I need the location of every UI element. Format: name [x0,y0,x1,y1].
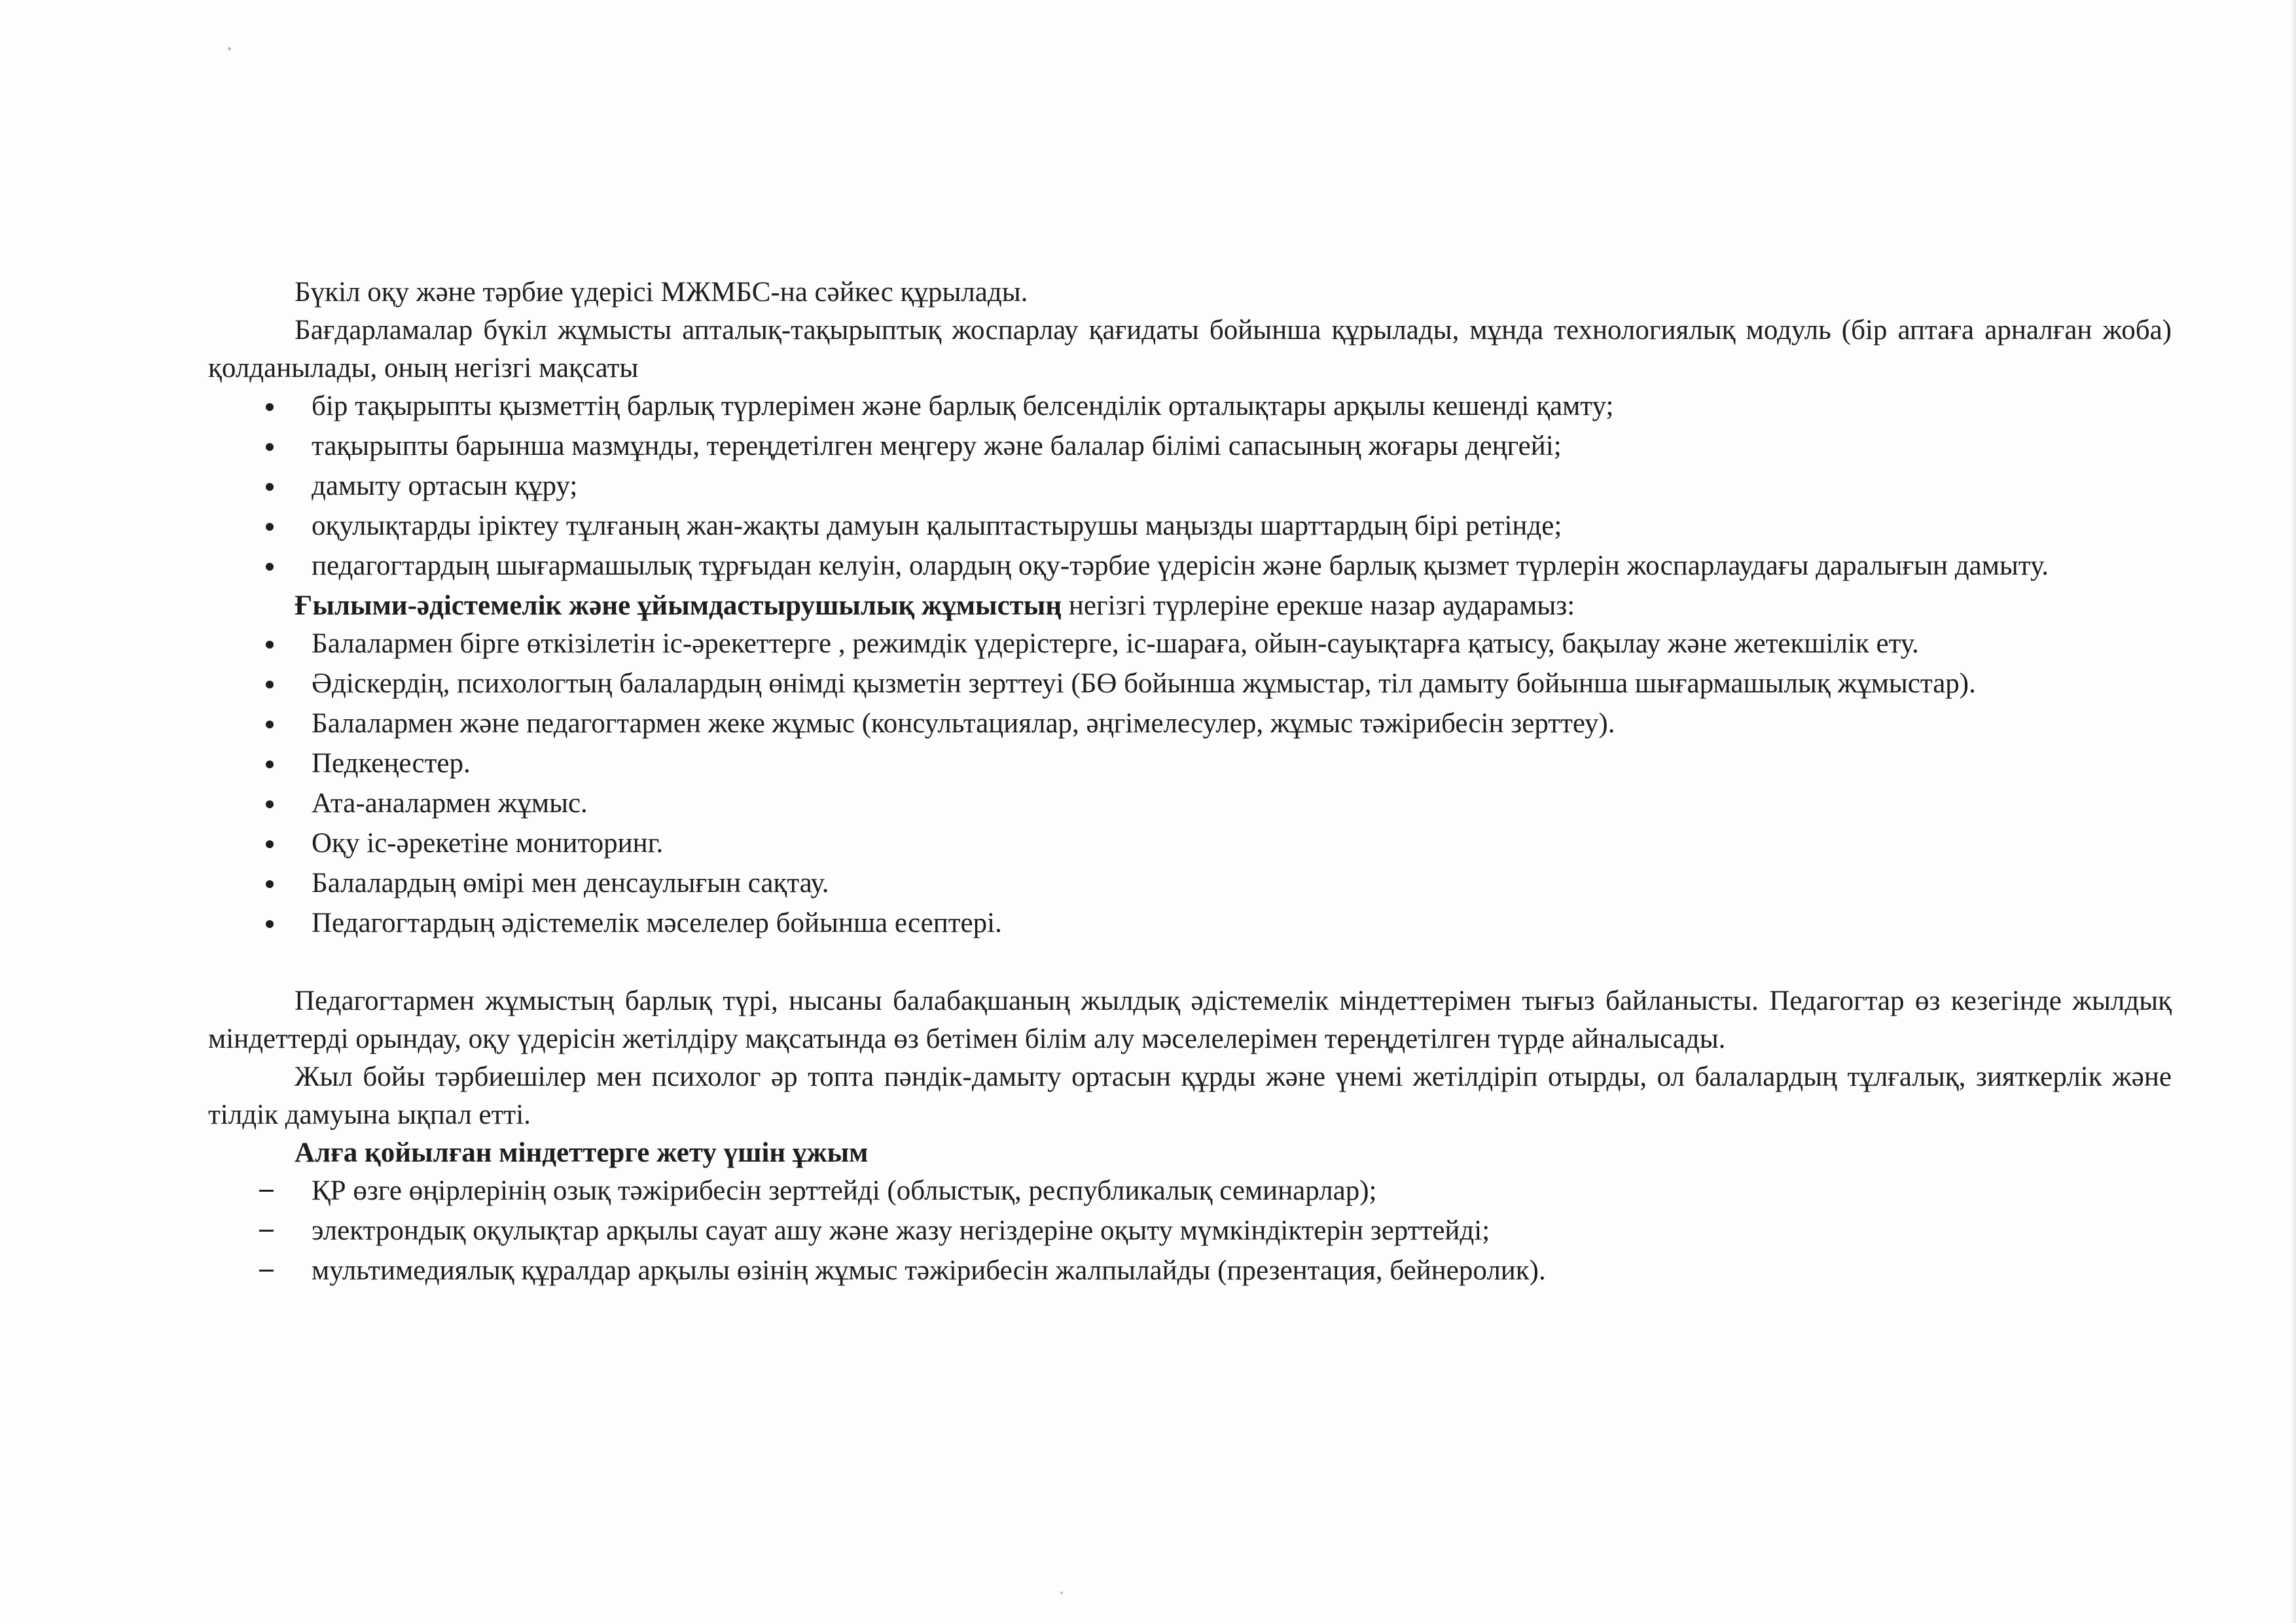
list-item-text: Педкеңестер. [312,748,471,779]
list-item-text: педагогтардың шығармашылық тұрғыдан келуін, олардың оқу-тәрбие үдерісін және барлық қызмет түрлерін жоспарлаудағы даралығын дамыту. [312,550,2049,581]
list-item [208,705,2172,743]
bullet-dot-icon [266,547,292,585]
bullet-dot-icon [266,387,292,425]
scan-edge-shadow [2292,0,2296,1623]
list-item [208,825,2172,863]
list-item-text: Балалармен бірге өткізілетін іс-әрекеттерге , режимдік үдерістерге, іс-шараға, ойын-сауықтарға қатысу, бақылау және жетекшілік ету. [312,628,1919,659]
list-item-text: дамыту ортасын құру; [312,471,578,501]
programs-paragraph: Бағдарламалар бүкіл жұмысты апталық-тақырыптық жоспарлау қағидаты бойынша құрылады, мұнда технологиялық модуль (бір аптаға арналған жоба) қолданылады, оның негізгі мақсаты [208,315,2172,383]
list-item-text: оқулықтарды іріктеу тұлғаның жан-жақты дамуын қалыптастырушы маңызды шарттардың бірі ретінде; [312,510,1562,541]
intro-paragraph: Бүкіл оқу және тәрбие үдерісі МЖМБС-на сәйкес құрылады. [295,277,1028,308]
dash-icon [266,1172,292,1210]
list-item [208,625,2172,663]
bullet-dot-icon [266,745,292,783]
list-item [208,904,2172,942]
bullet-dot-icon [266,705,292,743]
document-body [208,274,2172,1292]
list-item-text: Оқу іс-әрекетіне мониторинг. [312,828,664,859]
list-item-text: Педагогтардың әдістемелік мәселелер бойынша есептері. [312,908,1002,938]
bullet-dot-icon [266,825,292,863]
scan-speck [228,47,231,50]
year-paragraph: Жыл бойы тәрбиешілер мен психолог әр топта пәндік-дамыту ортасын құрды және үнемі жетілдіріп отырды, ол балалардың тұлғалық, зияткерлік және тілдік дамуына ықпал етті. [208,1061,2172,1130]
bullet-dot-icon [266,625,292,663]
list-item-text: электрондық оқулықтар арқылы сауат ашу және жазу негіздеріне оқыту мүмкіндіктерін зерттейді; [312,1215,1490,1246]
list-item-text: бір тақырыпты қызметтің барлық түрлерімен және барлық белсенділік орталықтары арқылы кешенді қамту; [312,391,1614,421]
paragraph-spacer [208,944,2172,982]
list-item [208,467,2172,505]
collective-actions-list [208,1172,2172,1290]
goals-list [208,387,2172,585]
bullet-dot-icon [266,865,292,902]
list-item-text: тақырыпты барынша мазмұнды, тереңдетілген меңгеру және балалар білімі сапасының жоғары деңгейі; [312,431,1562,461]
list-item [208,427,2172,465]
list-item-text: Әдіскердің, психологтың балалардың өнімді қызметін зерттеуі (БӨ бойынша жұмыстар, тіл дамыту бойынша шығармашылық жұмыстар). [312,668,1976,699]
list-item [208,745,2172,783]
bullet-dot-icon [266,467,292,505]
list-item [208,785,2172,823]
list-item-text: Ата-аналармен жұмыс. [312,788,588,819]
list-item [208,1212,2172,1250]
dash-icon [266,1212,292,1250]
bullet-dot-icon [266,507,292,545]
list-item [208,1172,2172,1210]
list-item [208,547,2172,585]
bullet-dot-icon [266,785,292,823]
list-item [208,665,2172,703]
bullet-dot-icon [266,665,292,703]
goals-heading: Алға қойылған міндеттерге жету үшін ұжым [295,1137,869,1168]
list-item-text: Балалармен және педагогтармен жеке жұмыс (консультациялар, әңгімелесулер, жұмыс тәжірибесін зерттеу). [312,708,1615,739]
methodical-heading-bold: Ғылыми-әдістемелік және ұйымдастырушылық жұмыстың [295,590,1062,621]
dash-icon [266,1252,292,1290]
methodical-heading-rest: негізгі түрлеріне ерекше назар аударамыз: [1062,590,1575,621]
list-item [208,1252,2172,1290]
list-item [208,865,2172,902]
bullet-dot-icon [266,904,292,942]
methodical-heading [208,587,2172,625]
list-item [208,507,2172,545]
list-item [208,387,2172,425]
list-item-text: Балалардың өмірі мен денсаулығын сақтау. [312,868,829,899]
scan-speck [1060,1592,1063,1594]
work-types-list [208,625,2172,942]
bullet-dot-icon [266,427,292,465]
teachers-paragraph: Педагогтармен жұмыстың барлық түрі, нысаны балабақшаның жылдық әдістемелік міндеттерімен тығыз байланысты. Педагогтар өз кезегінде жылдық міндеттерді орындау, оқу үдерісін жетілдіру мақсатында өз бетімен білім алу мәселелерімен тереңдетілген түрде айналысады. [208,986,2172,1054]
list-item-text: мультимедиялық құралдар арқылы өзінің жұмыс тәжірибесін жалпылайды (презентация, бейнеролик). [312,1255,1546,1286]
list-item-text: ҚР өзге өңірлерінің озық тәжірибесін зерттейді (облыстық, республикалық семинарлар); [312,1175,1377,1206]
